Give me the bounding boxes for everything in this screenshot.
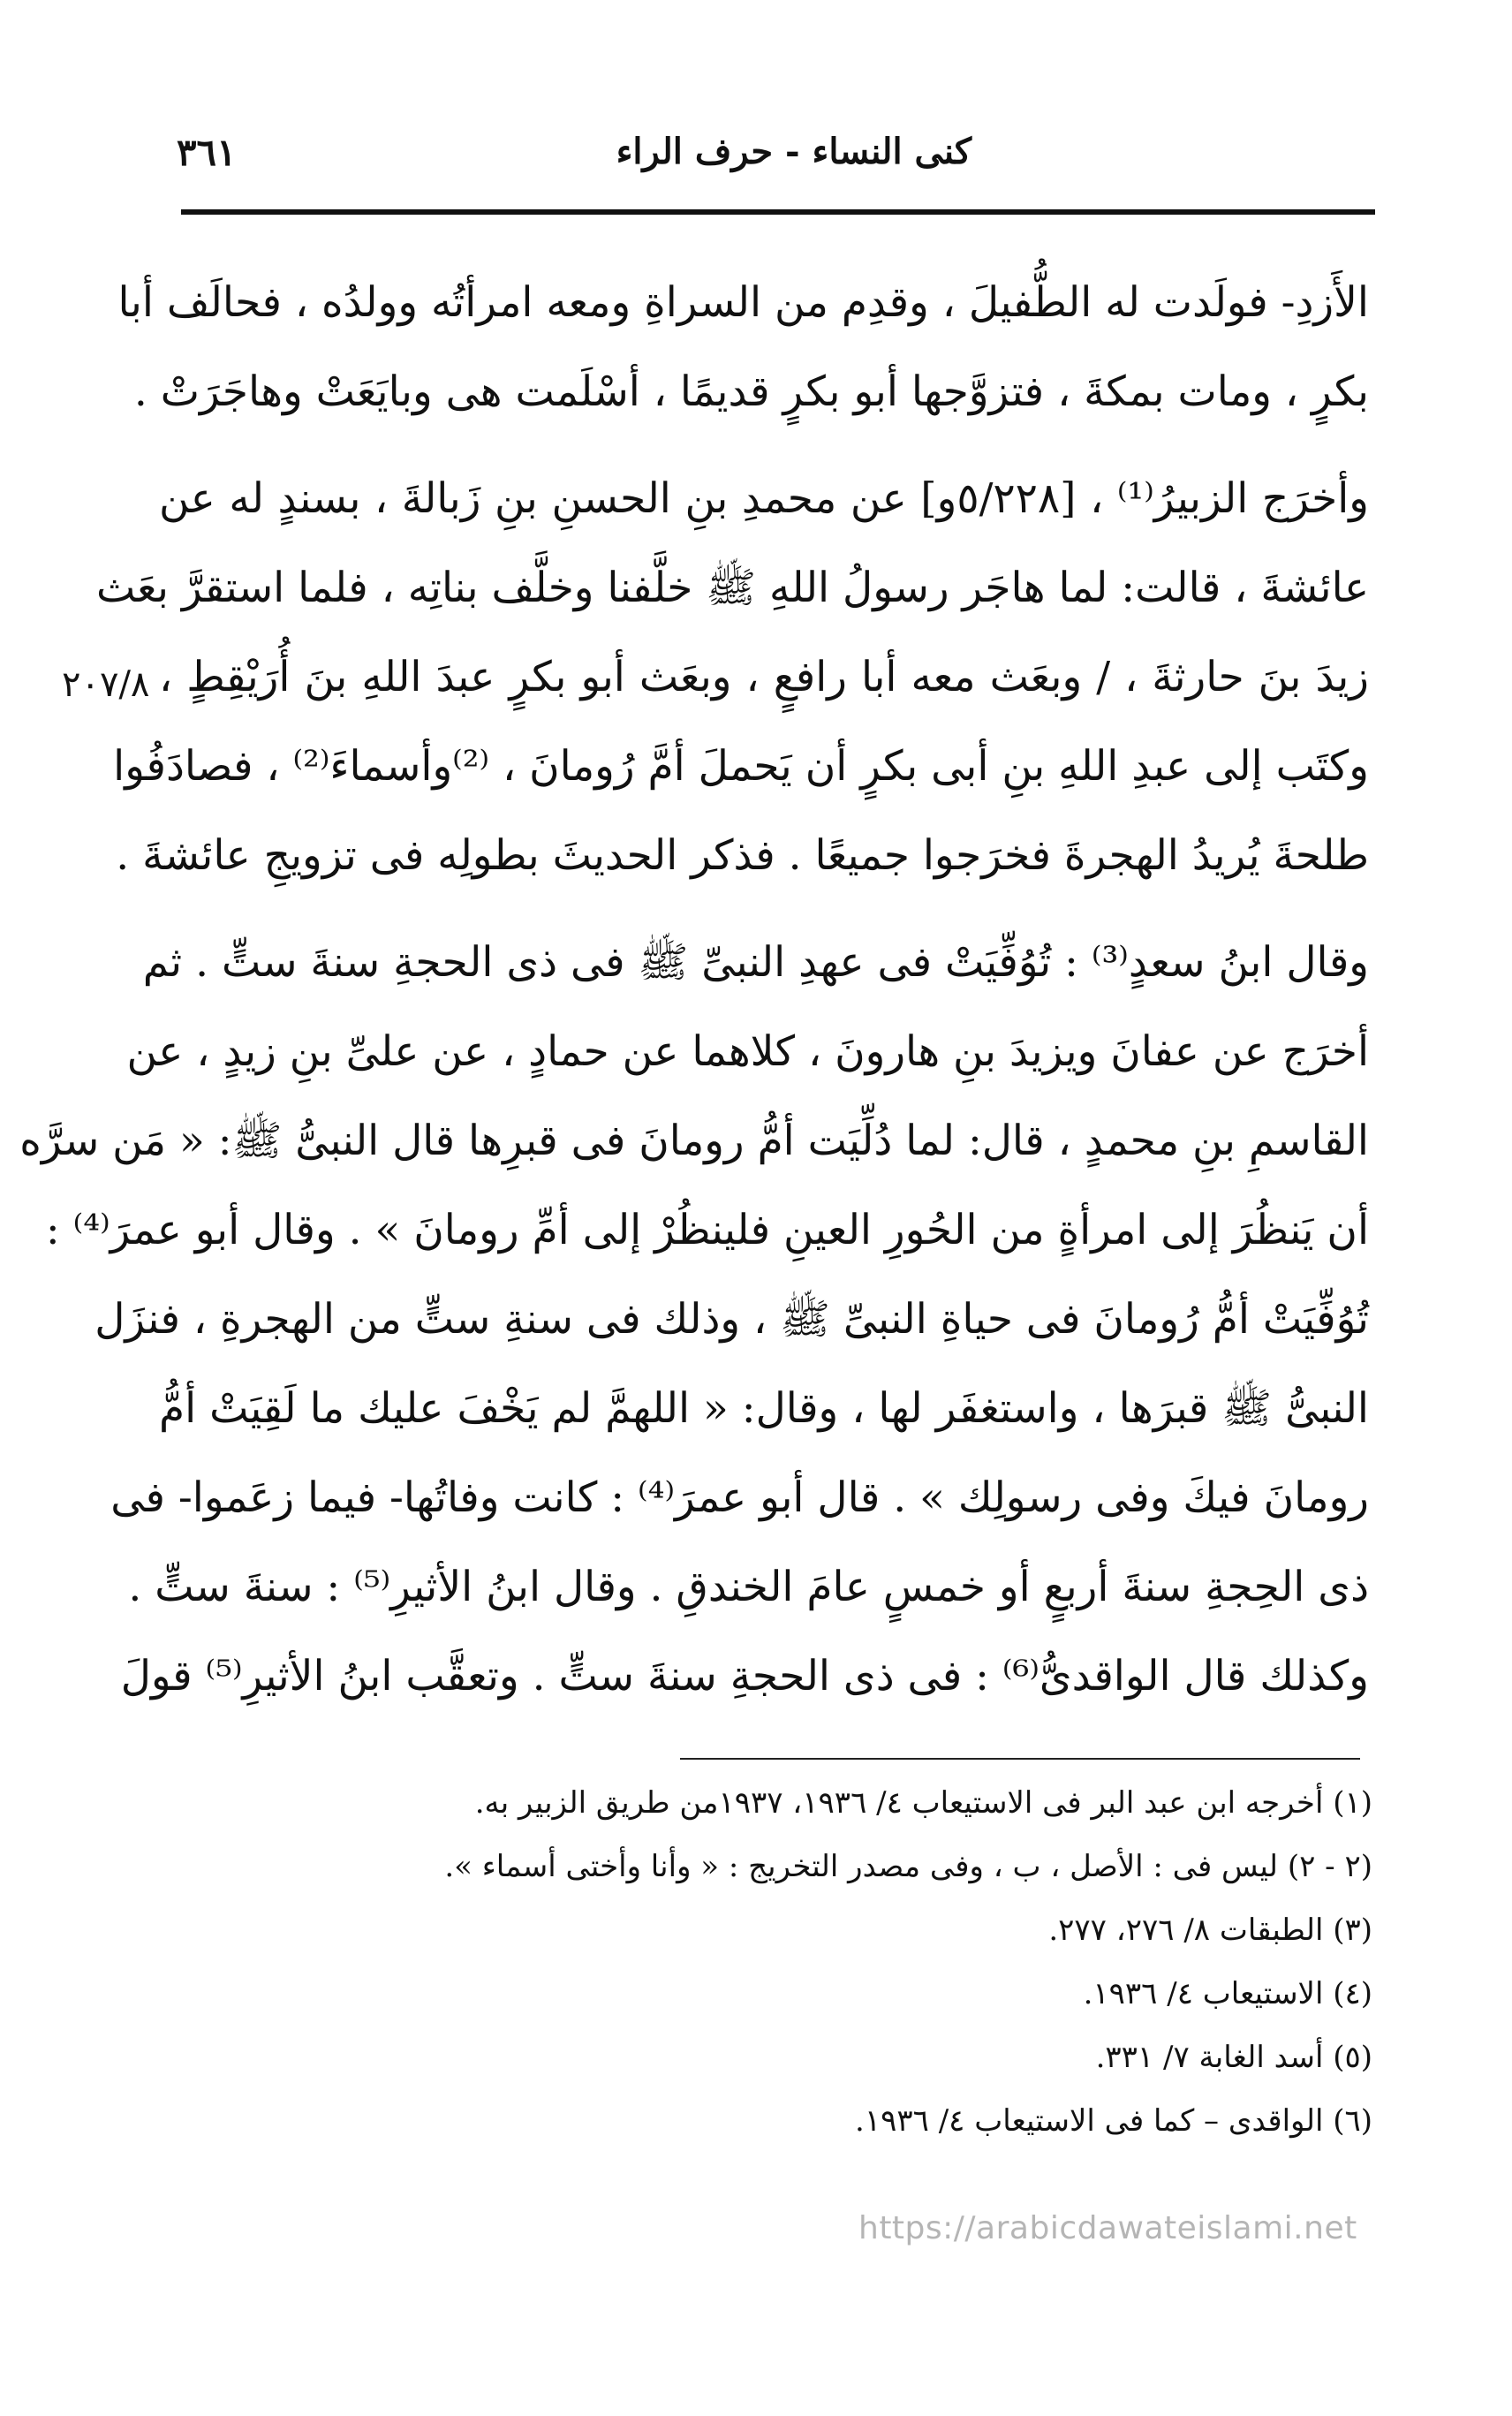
footnote-separator <box>680 1758 1360 1760</box>
text-line: أن يَنظُرَ إلى امرأةٍ من الحُورِ العينِ فلينظُرْ إلى أمِّ رومانَ » . وقال أبو عمرَ⁽⁴⁾ : <box>45 1206 1369 1254</box>
text-line: ذى الحِجةِ سنةَ أربعٍ أو خمسٍ عامَ الخندقِ . وقال ابنُ الأثيرِ⁽⁵⁾ : سنةَ ستٍّ . <box>128 1563 1369 1611</box>
text-line: وكذلك قال الواقدىُّ⁽⁶⁾ : فى ذى الحجةِ سنةَ ستٍّ . وتعقَّب ابنُ الأثيرِ⁽⁵⁾ قولَ <box>120 1652 1369 1700</box>
footnote: (٦) الواقدى – كما فى الاستيعاب ٤/ ١٩٣٦. <box>855 2103 1372 2139</box>
page-header <box>177 131 1369 184</box>
text-line: الأَزدِ- فولَدت له الطُّفيلَ ، وقدِم من السراةِ ومعه امرأتُه وولدُه ، فحالَف أبا <box>117 278 1369 327</box>
text-line: تُوُفِّيَتْ أمُّ رُومانَ فى حياةِ النبىِّ ﷺ ، وذلك فى سنةِ ستٍّ من الهجرةِ ، فنزَل <box>94 1295 1369 1344</box>
text-line: طلحةَ يُريدُ الهجرةَ فخرَجوا جميعًا . فذكر الحديثَ بطولِه فى تزويجِ عائشةَ . <box>116 831 1369 880</box>
text-line: عائشةَ ، قالت: لما هاجَر رسولُ اللهِ ﷺ خلَّفنا وخلَّف بناتِه ، فلما استقرَّ بعَث <box>96 564 1369 612</box>
margin-reference: ٢٠٧/٨ <box>62 664 150 705</box>
text-line: النبىُّ ﷺ قبرَها ، واستغفَر لها ، وقال: « اللهمَّ لم يَخْفَ عليك ما لَقِيَتْ أمُّ <box>159 1384 1369 1433</box>
text-line: وقال ابنُ سعدٍ⁽³⁾ : تُوُفِّيَتْ فى عهدِ النبىِّ ﷺ فى ذى الحجةِ سنةَ ستٍّ . ثم <box>142 938 1369 987</box>
watermark-url: https://arabicdawateislami.net <box>858 2210 1357 2246</box>
text-line: بكرٍ ، ومات بمكةَ ، فتزوَّجها أبو بكرٍ قديمًا ، أسْلَمت هى وبايَعَتْ وهاجَرَتْ . <box>133 367 1369 416</box>
header-rule <box>181 209 1375 215</box>
footnote: (٤) الاستيعاب ٤/ ١٩٣٦. <box>1083 1976 1372 2011</box>
text-line: وكتَب إلى عبدِ اللهِ بنِ أبى بكرٍ أن يَحملَ أمَّ رُومانَ ، ⁽²⁾وأسماءَ⁽²⁾ ، فصادَفُوا <box>113 742 1369 791</box>
footnote: (٢ - ٢) ليس فى : الأصل ، ب ، وفى مصدر التخريج : « وأنا وأختى أسماء ». <box>444 1849 1372 1884</box>
footnote: (٥) أسد الغابة ٧/ ٣٣١. <box>1095 2040 1372 2075</box>
page-number: ٣٦١ <box>177 131 237 174</box>
text-line: رومانَ فيكَ وفى رسولِك » . قال أبو عمرَ⁽⁴⁾ : كانت وفاتُها- فيما زعَموا- فى <box>110 1473 1369 1522</box>
text-line: أخرَج عن عفانَ ويزيدَ بنِ هارونَ ، كلاهما عن حمادٍ ، عن علىِّ بنِ زيدٍ ، عن <box>126 1027 1369 1076</box>
running-title: كنى النساء - حرف الراء <box>616 131 971 172</box>
text-line: القاسمِ بنِ محمدٍ ، قال: لما دُلِّيَت أمُّ رومانَ فى قبرِها قال النبىُّ ﷺ: « مَن سرَّه <box>19 1117 1369 1165</box>
text-line: وأخرَج الزبيرُ⁽¹⁾ ، [٥/٢٢٨و] عن محمدِ بنِ الحسنِ بنِ زَبالةَ ، بسندٍ له عن <box>159 474 1369 523</box>
footnote: (٣) الطبقات ٨/ ٢٧٦، ٢٧٧. <box>1048 1912 1372 1948</box>
text-line: زيدَ بنَ حارثةَ ، / وبعَث معه أبا رافعٍ ، وبعَث أبو بكرٍ عبدَ اللهِ بنَ أُرَيْقِطٍ ، <box>159 653 1369 701</box>
footnote: (١) أخرجه ابن عبد البر فى الاستيعاب ٤/ ١٩٣٦، ١٩٣٧من طريق الزبير به. <box>474 1785 1372 1821</box>
footnotes <box>171 1771 1372 2153</box>
